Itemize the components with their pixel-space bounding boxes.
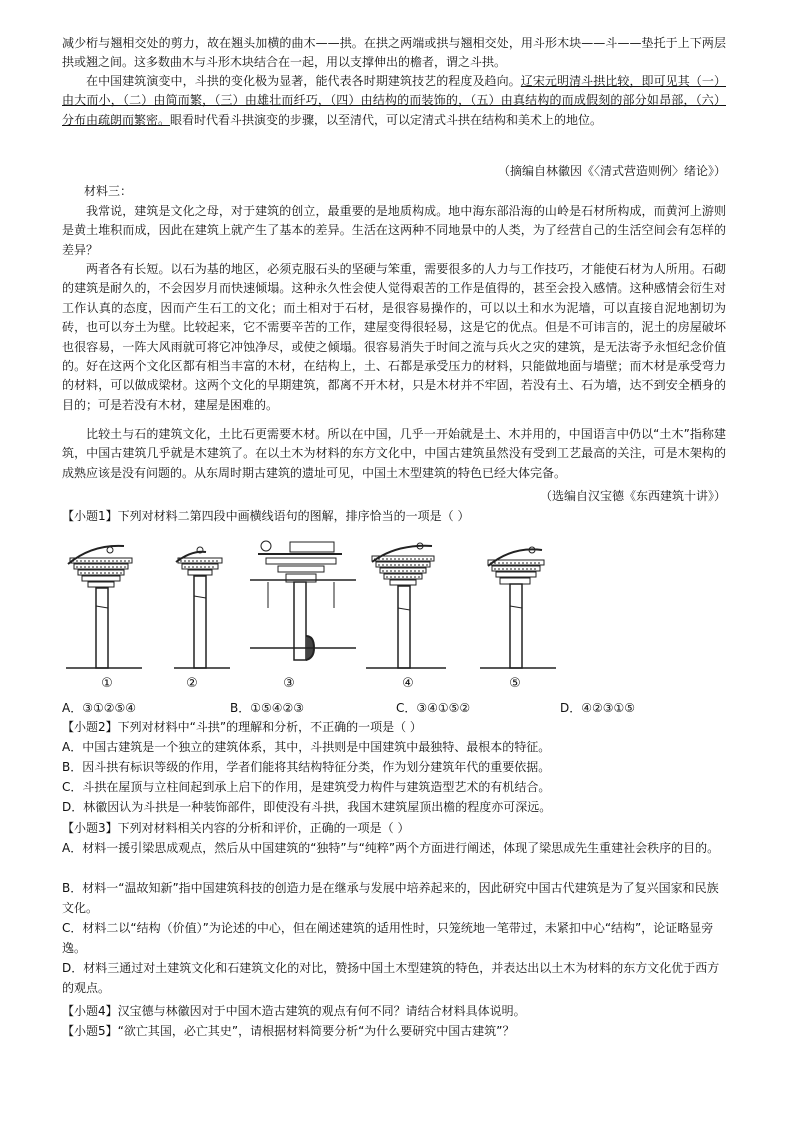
material3-heading: 材料三：: [84, 184, 133, 198]
question-5-stem: 【小题5】“欲亡其国，必亡其史”，请根据材料简要分析“为什么要研究中国古建筑”？: [62, 1024, 515, 1038]
material3-paragraph-1: 我常说，建筑是文化之母，对于建筑的创立，最重要的是地质构成。地中海东部沿海的山岭是石材所构成，而黄河上游则是黄土堆积而成，因此在建筑上就产生了基本的差异。生活在这两种不同地景中的人类，为了经营自己的生活空间会有怎样的差异？: [62, 204, 726, 257]
material3-source: （选编自汉宝德《东西建筑十讲》）: [539, 489, 726, 503]
question-3-stem: 【小题3】下列对材料相关内容的分析和评价，正确的一项是（ ）: [62, 821, 410, 835]
figure-label-4: ④: [402, 676, 414, 691]
question-1-choice-d[interactable]: D．④②③①⑤: [560, 701, 636, 715]
question-1-choice-c[interactable]: C．③④①⑤②: [396, 701, 471, 715]
question-1-choice-b[interactable]: B．①⑤④②③: [230, 701, 305, 715]
material3-paragraph-3: 比较土与石的建筑文化，土比石更需要木材。所以在中国，几乎一开始就是土、木并用的，中国语言中仍以“土木”指称建筑，中国古建筑几乎就是木建筑了。在以土木为材料的东方文化中，中国古建筑虽然没有受到工艺最高的关注，可是木架构的成熟应该是没有问题的。从东周时期古建筑的遗址可见，中国土木型建筑的特色已经大体完备。: [62, 427, 726, 480]
bracket-figure-4: [362, 536, 462, 674]
question-3-option-d[interactable]: D．材料三通过对土建筑文化和石建筑文化的对比，赞扬中国土木型建筑的特色，并表达出以土木为材料的东方文化优于西方的观点。: [62, 961, 720, 995]
material2-underlined-sentence: 辽宋元明清斗拱比较，即可见其（一）由大而小，（二）由简而繁，（三）由雄壮而纤巧，（四）由结构的而装饰的，（五）由真结构的而成假刻的部分如昂部，（六）分布由疏朗而繁密。: [62, 74, 726, 127]
material2-paragraph-2-lead: 在中国建筑演变中，斗拱的变化极为显著，能代表各时期建筑技艺的程度及趋向。: [86, 74, 521, 88]
material2-paragraph-2: [62, 72, 726, 130]
question-1-choice-a[interactable]: A．③①②⑤④: [62, 701, 136, 715]
figure-label-5: ⑤: [509, 676, 521, 691]
material3-paragraph-2: 两者各有长短。以石为基的地区，必须克服石头的坚硬与笨重，需要很多的人力与工作技巧，才能使石材为人所用。石砌的建筑是耐久的，不会因岁月而快速倾塌。这种永久性会使人觉得艰苦的工作是值得的，甚至会投入感情。这种感情会衍生对工作认真的态度，因而产生石工的文化；而土相对于石材，是很容易操作的，可以以土和水为泥墙，可以直接自泥地割切为砖，也可以夯土为壁。比较起来，它不需要辛苦的工作，建屋变得很轻易，这是它的优点。但是不可讳言的，泥土的房屋破坏也很容易，一阵大风雨就可将它冲蚀净尽，或使之倾塌。很容易消失于时间之流与兵火之灾的建筑，是无法寄予永恒纪念价值的。好在这两个文化区都有相当丰富的木材，在结构上，土、石都是承受压力的材料，只能做地面与墙壁；而木材是承受弯力的材料，可以做成梁材。这两个文化的早期建筑，都离不开木材，只是木材并不牢固，若没有土、石为墙，达不到安全栖身的目的；可是若没有木材，建屋是困难的。: [62, 262, 726, 412]
question-3-option-a[interactable]: A．材料一援引梁思成观点，然后从中国建筑的“独特”与“纯粹”两个方面进行阐述，体现了梁思成先生重建社会秩序的目的。: [62, 841, 720, 855]
bracket-diagram-row: [62, 536, 726, 696]
question-2-option-b[interactable]: B．因斗拱有标识等级的作用，学者们能将其结构特征分类，作为划分建筑年代的重要依据。: [62, 760, 551, 774]
figure-label-3: ③: [283, 676, 295, 691]
bracket-figure-1: [62, 536, 162, 674]
question-3-option-c[interactable]: C．材料二以“结构（价值）”为论述的中心，但在阐述建筑的适用性时，只笼统地一笔带过，未紧扣中心“结构”，论证略显旁逸。: [62, 921, 714, 955]
bracket-figure-2: [170, 536, 250, 674]
figure-label-1: ①: [101, 676, 113, 691]
question-3-option-b[interactable]: B．材料一“温故知新”指中国建筑科技的创造力是在继承与发展中培养起来的，因此研究中国古代建筑是为了复兴国家和民族文化。: [62, 881, 719, 915]
figure-label-2: ②: [186, 676, 198, 691]
question-4-stem: 【小题4】汉宝德与林徽因对于中国木造古建筑的观点有何不同？请结合材料具体说明。: [62, 1004, 526, 1018]
question-1-stem: 【小题1】下列对材料二第四段中画横线语句的图解，排序恰当的一项是（ ）: [62, 509, 470, 523]
question-2-option-c[interactable]: C．斗拱在屋顶与立柱间起到承上启下的作用，是建筑受力构件与建筑造型艺术的有机结合。: [62, 780, 551, 794]
material2-source: （摘编自林徽因《〈清式营造则例〉绪论》）: [497, 164, 726, 178]
question-2-option-a[interactable]: A．中国古建筑是一个独立的建筑体系，其中，斗拱则是中国建筑中最独特、最根本的特征。: [62, 740, 551, 754]
bracket-figure-3: [248, 536, 364, 674]
question-2-option-d[interactable]: D．林徽因认为斗拱是一种装饰部件，即使没有斗拱，我国木建筑屋顶出檐的程度亦可深远。: [62, 800, 552, 814]
bracket-figure-5: [472, 536, 572, 674]
material2-paragraph-1: 减少桁与翘相交处的剪力，故在翘头加横的曲木——拱。在拱之两端或拱与翘相交处，用斗形木块——斗——垫托于上下两层拱或翘之间。这多数曲木与斗形木块结合在一起，用以支撑伸出的檐者，谓之斗拱。: [62, 36, 726, 70]
question-2-stem: 【小题2】下列对材料中“斗拱”的理解和分析，不正确的一项是（ ）: [62, 720, 422, 734]
material2-paragraph-2-tail: 眼看时代看斗拱演变的步骤，以至清代，可以定清式斗拱在结构和美术上的地位。: [170, 112, 603, 127]
